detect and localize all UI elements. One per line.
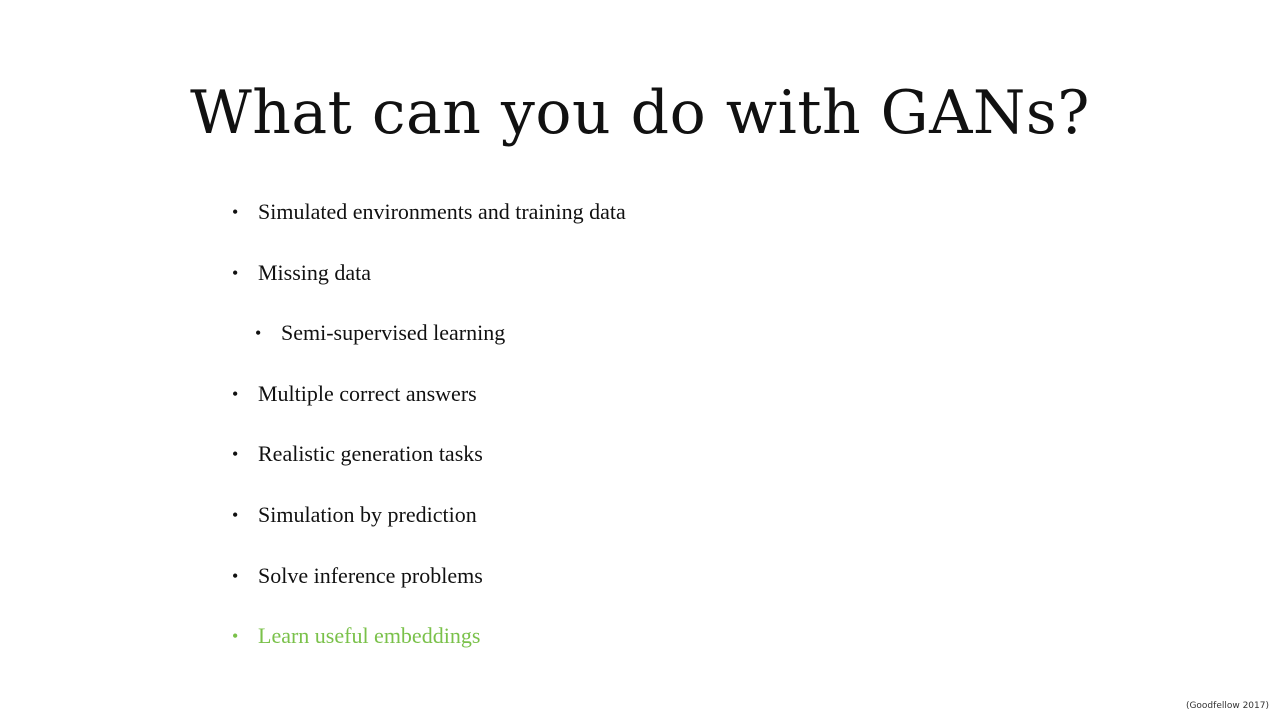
bullet-text: Missing data (258, 259, 372, 285)
bullet-list (232, 196, 1132, 681)
bullet-icon: • (232, 262, 239, 283)
bullet-text: Learn useful embeddings (258, 623, 481, 649)
bullet-icon: • (232, 202, 239, 222)
bullet-icon: • (232, 383, 239, 404)
bullet-item-multiple-correct-answers (232, 378, 1132, 439)
bullet-item-missing-data (232, 257, 1132, 318)
bullet-item-realistic-generation-tasks (232, 438, 1132, 499)
bullet-text: Simulated environments and training data (258, 199, 626, 224)
bullet-text: Multiple correct answers (258, 380, 477, 406)
bullet-item-solve-inference-problems (232, 560, 1132, 621)
bullet-icon: • (255, 323, 262, 344)
bullet-icon: • (232, 626, 239, 647)
bullet-text: Solve inference problems (258, 562, 483, 588)
bullet-item-simulation-by-prediction (232, 499, 1132, 560)
slide-title: What can you do with GANs? (190, 78, 1090, 148)
bullet-icon: • (232, 504, 239, 525)
bullet-text: Semi-supervised learning (281, 320, 506, 346)
bullet-item-learn-useful-embeddings (232, 620, 1132, 681)
bullet-text: Simulation by prediction (258, 501, 477, 527)
footer-citation: (Goodfellow 2017) (1185, 701, 1269, 711)
bullet-item-simulated-environments (232, 196, 1132, 257)
bullet-icon: • (232, 565, 239, 586)
bullet-item-semi-supervised-learning (232, 317, 1132, 378)
bullet-text: Realistic generation tasks (258, 441, 483, 467)
bullet-icon: • (232, 444, 239, 465)
